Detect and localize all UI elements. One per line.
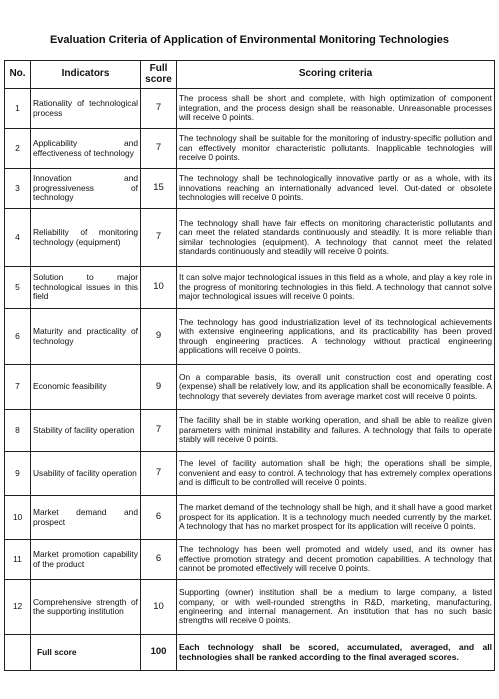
row-scoring-criteria: The technology shall have fair effects on monitoring characteristic pollutants and can meet the related standards continuously and steadily. It is more reliable than similar technologies (equipment). A technology that cannot meet the related standards continuously and steadily will receive 0 points. <box>177 209 495 267</box>
row-indicator: Usability of facility operation <box>31 452 141 496</box>
row-full-score: 6 <box>141 496 177 540</box>
total-label: Full score <box>31 635 141 671</box>
row-indicator: Market demand and prospect <box>31 496 141 540</box>
row-scoring-criteria: On a comparable basis, its overall unit construction cost and operating cost (expense) shall be relatively low, and its application shall be economically feasible. A technology that severely deviates from average market cost will receive 0 points. <box>177 365 495 410</box>
table-row <box>5 89 495 129</box>
row-number: 8 <box>5 410 31 452</box>
row-number: 2 <box>5 129 31 169</box>
row-indicator: Rationality of technological process <box>31 89 141 129</box>
row-full-score: 9 <box>141 365 177 410</box>
row-full-score: 7 <box>141 129 177 169</box>
row-number: 12 <box>5 580 31 635</box>
header-scoring-criteria: Scoring criteria <box>177 61 495 89</box>
total-criteria: Each technology shall be scored, accumulated, averaged, and all technologies shall be ranked according to the final averaged scores. <box>177 635 495 671</box>
row-full-score: 7 <box>141 452 177 496</box>
row-number: 11 <box>5 540 31 580</box>
row-indicator: Solution to major technological issues in this field <box>31 267 141 309</box>
row-scoring-criteria: Supporting (owner) institution shall be a medium to large company, a listed company, or with well-rounded strengths in R&D, marketing, manufacturing, engineering and internal management. An institution that has no such basic strengths will receive 0 points. <box>177 580 495 635</box>
row-scoring-criteria: The facility shall be in stable working operation, and shall be able to realize given parameters with minimal instability and failures. A technology that fails to operate stably will receive 0 points. <box>177 410 495 452</box>
table-row <box>5 452 495 496</box>
total-score: 100 <box>141 635 177 671</box>
row-full-score: 7 <box>141 89 177 129</box>
row-indicator: Market promotion capability of the product <box>31 540 141 580</box>
table-row <box>5 410 495 452</box>
row-number: 3 <box>5 169 31 209</box>
row-full-score: 7 <box>141 410 177 452</box>
row-indicator: Comprehensive strength of the supporting institution <box>31 580 141 635</box>
row-number: 4 <box>5 209 31 267</box>
header-full-score: Full score <box>141 61 177 89</box>
row-scoring-criteria: The technology shall be technologically innovative partly or as a whole, with its innovations reaching an internationally advanced level. Out-dated or obsolete technologies will receive 0 points. <box>177 169 495 209</box>
total-number-cell <box>5 635 31 671</box>
table-row <box>5 540 495 580</box>
row-number: 7 <box>5 365 31 410</box>
row-scoring-criteria: It can solve major technological issues in this field as a whole, and play a key role in the progress of monitoring technologies in this field. A technology that cannot solve major technological issues will receive 0 points. <box>177 267 495 309</box>
document-title: Evaluation Criteria of Application of Environmental Monitoring Technologies <box>49 34 450 46</box>
row-indicator: Innovation and progressiveness of technology <box>31 169 141 209</box>
row-full-score: 7 <box>141 209 177 267</box>
row-number: 5 <box>5 267 31 309</box>
row-indicator: Maturity and practicality of technology <box>31 309 141 365</box>
row-scoring-criteria: The market demand of the technology shall be high, and it shall have a good market prospect for its application. It is a technology much needed currently by the market. A technology that has no market prospect for its application will receive 0 points. <box>177 496 495 540</box>
total-row <box>5 635 495 671</box>
row-indicator: Applicability and effectiveness of technology <box>31 129 141 169</box>
row-scoring-criteria: The technology has good industrialization level of its technological achievements with extensive engineering applications, and its practicability has been proved through engineering practices. A technology without practical engineering applications will receive 0 points. <box>177 309 495 365</box>
table-row <box>5 580 495 635</box>
table-row <box>5 169 495 209</box>
row-full-score: 15 <box>141 169 177 209</box>
table-row <box>5 129 495 169</box>
header-indicators: Indicators <box>31 61 141 89</box>
table-row <box>5 267 495 309</box>
row-indicator: Reliability of monitoring technology (equipment) <box>31 209 141 267</box>
row-indicator: Stability of facility operation <box>31 410 141 452</box>
row-scoring-criteria: The technology has been well promoted and widely used, and its owner has effective promotion strategy and decent promotion capabilities. A technology that cannot be promoted effectively will receive 0 points. <box>177 540 495 580</box>
row-scoring-criteria: The process shall be short and complete, with high optimization of component integration, and the process design shall be reasonable. Unreasonable processes will receive 0 points. <box>177 89 495 129</box>
table-header-row <box>5 61 495 89</box>
row-indicator: Economic feasibility <box>31 365 141 410</box>
table-row <box>5 209 495 267</box>
row-full-score: 6 <box>141 540 177 580</box>
row-full-score: 10 <box>141 267 177 309</box>
header-no: No. <box>5 61 31 89</box>
row-scoring-criteria: The technology shall be suitable for the monitoring of industry-specific pollution and can effectively monitor characteristic pollutants. Inapplicable technologies will receive 0 points. <box>177 129 495 169</box>
row-number: 1 <box>5 89 31 129</box>
table-row <box>5 309 495 365</box>
row-number: 6 <box>5 309 31 365</box>
row-full-score: 9 <box>141 309 177 365</box>
row-number: 9 <box>5 452 31 496</box>
row-full-score: 10 <box>141 580 177 635</box>
table-row <box>5 496 495 540</box>
row-number: 10 <box>5 496 31 540</box>
criteria-table <box>4 60 495 671</box>
table-row <box>5 365 495 410</box>
row-scoring-criteria: The level of facility automation shall be high; the operations shall be simple, convenient and easy to control. A technology that has extremely complex operations and is difficult to be controlled will receive 0 points. <box>177 452 495 496</box>
